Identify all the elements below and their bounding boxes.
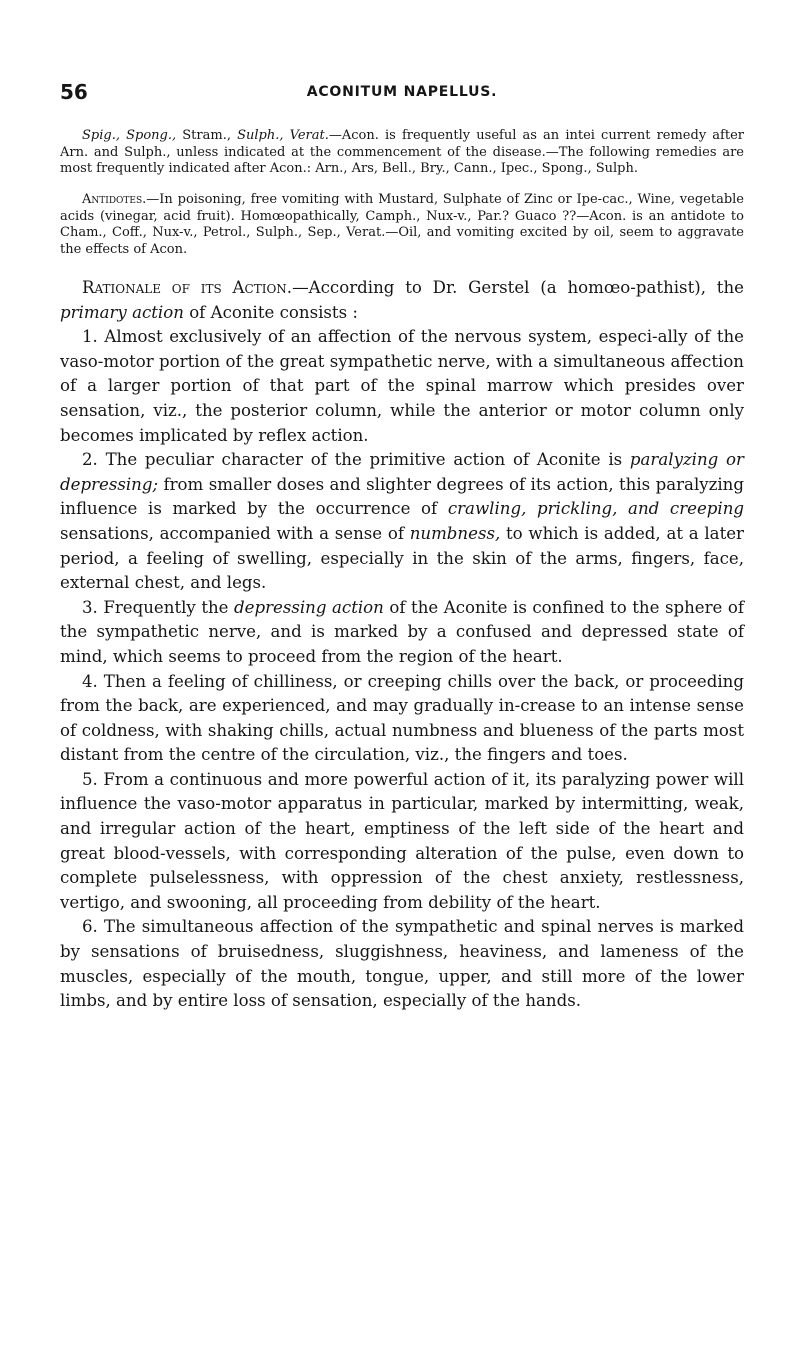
remedy-list-italic-1: Spig., Spong.,: [82, 128, 183, 143]
paragraph-text: 1. Almost exclusively of an affection of the nervous system, especi-ally of the vaso-motor portion of the great sympathetic nerve, with a simultaneous affection of a larger portion of that part of the spinal marrow which presides over sensation, viz., the posterior column, while the anterior or motor column only becomes implicated by reflex action.: [60, 327, 744, 445]
numbered-paragraph: [60, 670, 744, 768]
antidotes-paragraph: [60, 192, 744, 258]
rationale-paragraph: [60, 276, 744, 325]
emphasis-text: crawling, prickling, and creeping: [447, 499, 744, 519]
paragraph-text: of the Aconite is confined to the sphere of the sympathetic nerve, and is marked by a confused and depressed state of mind, which seems to proceed from the region of the heart.: [60, 597, 744, 666]
page-number: 56: [60, 80, 88, 104]
numbered-paragraph: [60, 596, 744, 670]
rationale-text-1: —According to Dr. Gerstel (a homœo-pathist), the: [292, 278, 744, 297]
remedy-relations-text: —Acon. is frequently useful as an intei current remedy after Arn. and Sulph., unless indicated at the commencement of the disease.—The following remedies are most frequently indicated after Acon.: Arn., Ars, Bell., Bry., Cann., Ipec., Spong., Sulph.: [60, 128, 744, 177]
rationale-emphasis: primary action: [60, 302, 184, 322]
numbered-paragraph: [60, 768, 744, 916]
paragraph-text: to which is added, at a later period, a feeling of swelling, especially in the skin of the arms, fingers, face, external chest, and legs.: [60, 523, 744, 593]
rationale-text-2: of Aconite consists :: [183, 302, 358, 322]
running-title: ACONITUM NAPELLUS.: [306, 84, 498, 100]
rationale-heading: Rationale of its Action.: [82, 278, 293, 297]
emphasis-text: numbness,: [409, 523, 501, 543]
antidotes-heading: Antidotes.: [82, 192, 147, 207]
emphasis-text: paralyzing or depressing;: [60, 450, 744, 494]
remedy-list-italic-2: Sulph., Verat.: [237, 128, 329, 143]
main-body-text: [60, 276, 744, 1014]
paragraph-text: 5. From a continuous and more powerful action of it, its paralyzing power will influence the vaso-motor apparatus in particular, marked by intermitting, weak, and irregular action of the heart, emptiness of the left side of the heart and great blood-vessels, with corresponding alteration of the pulse, even down to complete pulselessness, with oppression of the chest anxiety, restlessness, vertigo, and swooning, all proceeding from debility of the heart.: [60, 769, 744, 912]
paragraph-text: from smaller doses and slighter degrees of its action, this paralyzing influence is marked by the occurrence of: [60, 474, 744, 519]
paragraph-text: 6. The simultaneous affection of the sympathetic and spinal nerves is marked by sensations of bruisedness, sluggishness, heaviness, and lameness of the muscles, especially of the mouth, tongue, upper, and still more of the lower limbs, and by entire loss of sensation, especially of the hands.: [60, 917, 744, 1011]
paragraph-text: sensations, accompanied with a sense of: [60, 523, 410, 543]
paragraph-text: 4. Then a feeling of chilliness, or creeping chills over the back, or proceeding from the back, are experienced, and may gradually in-crease to an intense sense of coldness, with shaking chills, actual numbness and blueness of the parts most distant from the centre of the circulation, viz., the fingers and toes.: [60, 671, 744, 765]
paragraph-text: 3. Frequently the: [82, 597, 235, 617]
emphasis-text: depressing action: [234, 597, 384, 617]
numbered-paragraph: [60, 325, 744, 448]
remedy-relations-paragraph: [60, 128, 744, 178]
numbered-points: [60, 325, 744, 1014]
remedy-list-roman-1: Stram.,: [182, 128, 238, 143]
paragraph-text: 2. The peculiar character of the primitive action of Aconite is: [82, 450, 630, 470]
numbered-paragraph: [60, 448, 744, 596]
page-header: [60, 80, 744, 110]
numbered-paragraph: [60, 915, 744, 1013]
antidotes-text: —In poisoning, free vomiting with Mustard, Sulphate of Zinc or Ipe-cac., Wine, vegetable acids (vinegar, acid fruit). Homœopathically, Camph., Nux-v., Par.? Guaco ??—Acon. is an antidote to Cham., Coff., Nux-v., Petrol., Sulph., Sep., Verat.—Oil, and vomiting excited by oil, seem to aggravate the effects of Acon.: [60, 192, 744, 257]
